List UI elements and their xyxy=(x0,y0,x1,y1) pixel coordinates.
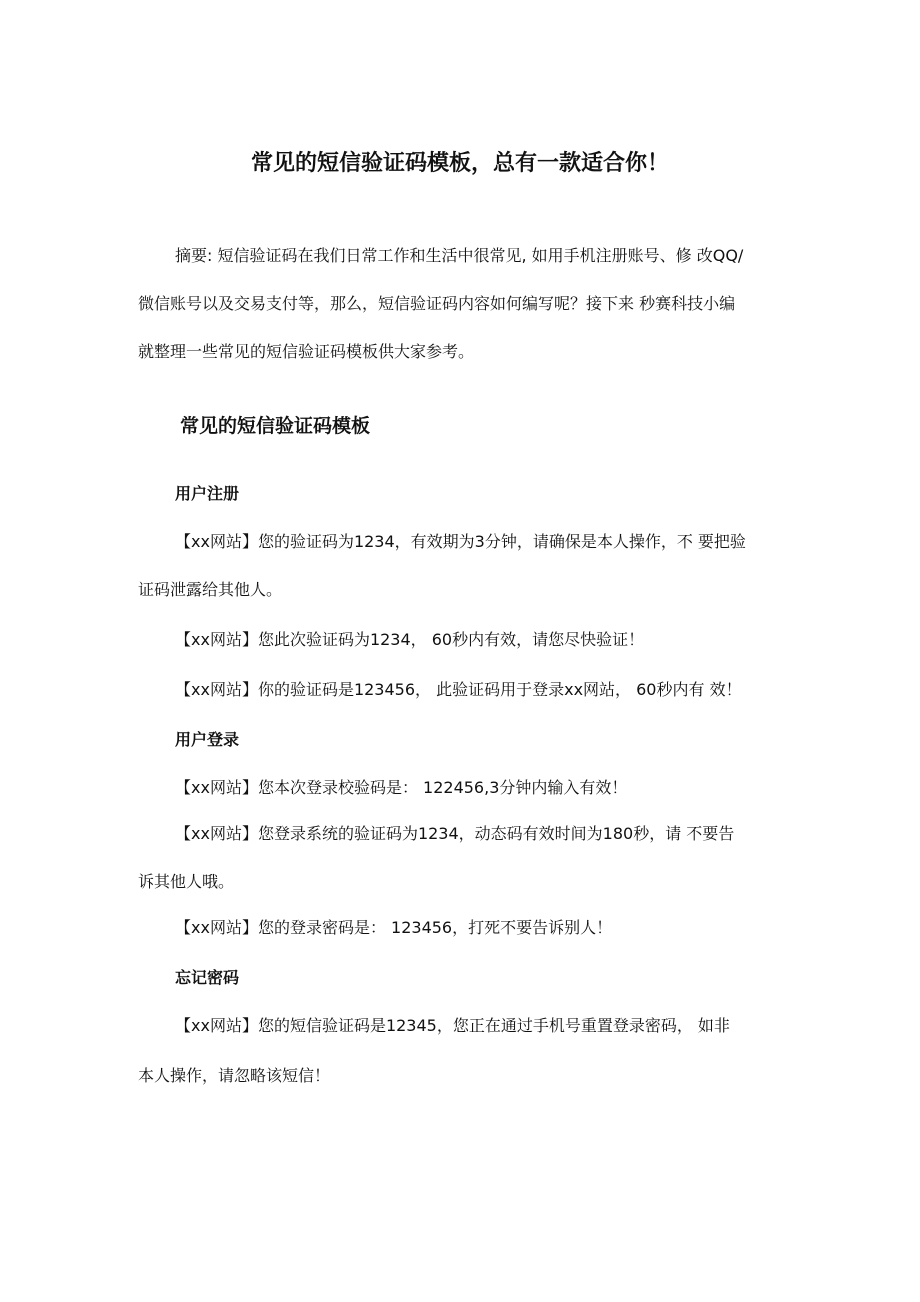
register-template-1-line-2: 证码泄露给其他人。 xyxy=(138,580,283,599)
login-template-1: 【xx网站】您本次登录校验码是： 122456,3分钟内输入有效！ xyxy=(175,778,628,797)
abstract-line-3: 就整理一些常见的短信验证码模板供大家参考。 xyxy=(138,342,475,361)
document-title: 常见的短信验证码模板，总有一款适合你！ xyxy=(250,151,669,176)
section-title: 常见的短信验证码模板 xyxy=(180,415,371,437)
login-template-2-line-1: 【xx网站】您登录系统的验证码为1234，动态码有效时间为180秒，请 不要告 xyxy=(175,824,735,843)
forgot-template-1-line-2: 本人操作，请忽略该短信！ xyxy=(138,1066,331,1085)
abstract-line-2: 微信账号以及交易支付等，那么，短信验证码内容如何编写呢？接下来 秒赛科技小编 xyxy=(138,294,736,313)
forgot-template-1-line-1: 【xx网站】您的短信验证码是12345，您正在通过手机号重置登录密码， 如非 xyxy=(175,1016,730,1035)
heading-forgot-password: 忘记密码 xyxy=(175,968,240,987)
abstract-line-1: 摘要: 短信验证码在我们日常工作和生活中很常见, 如用手机注册账号、修 改QQ/ xyxy=(175,246,744,265)
register-template-1-line-1: 【xx网站】您的验证码为1234，有效期为3分钟，请确保是本人操作，不 要把验 xyxy=(175,532,746,551)
login-template-2-line-2: 诉其他人哦。 xyxy=(138,872,235,891)
heading-user-login: 用户登录 xyxy=(175,730,240,749)
heading-user-register: 用户注册 xyxy=(175,484,240,503)
login-template-3: 【xx网站】您的登录密码是： 123456，打死不要告诉别人！ xyxy=(175,918,613,937)
register-template-2: 【xx网站】您此次验证码为1234， 60秒内有效，请您尽快验证！ xyxy=(175,630,645,649)
register-template-3: 【xx网站】你的验证码是123456， 此验证码用于登录xx网站， 60秒内有 效！ xyxy=(175,680,742,699)
